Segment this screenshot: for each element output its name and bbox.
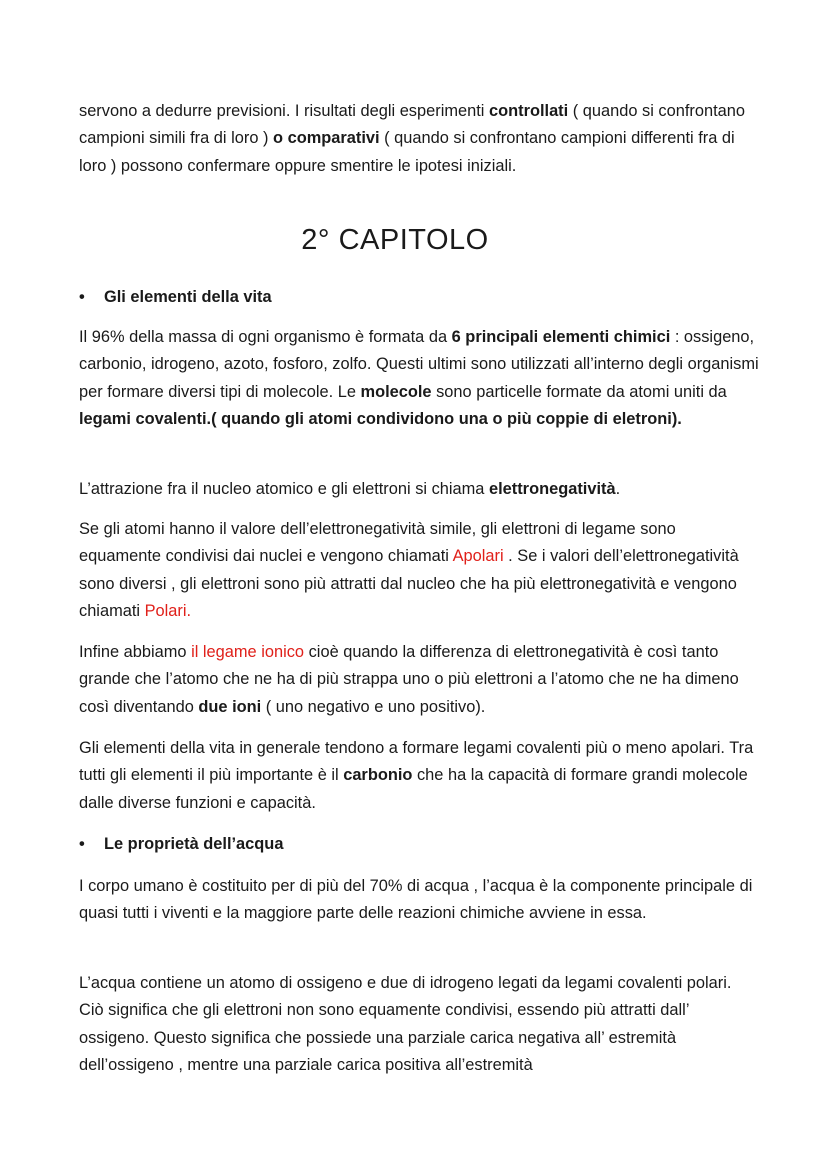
text-run: Gli elementi della vita in generale tendono a formare legami covalenti più o meno apolari. Tra tutti gli elementi il più importante è il: [79, 739, 754, 785]
paragraph-acqua-corpo: I corpo umano è costituito per di più del 70% di acqua , l’acqua è la componente principale di quasi tutti i viventi e la maggiore parte delle reazioni chimiche avviene in essa.: [79, 877, 753, 923]
bold-term: 6 principali elementi chimici: [451, 328, 671, 346]
chapter-title: 2° CAPITOLO: [301, 224, 489, 256]
text-run: ( quando si confrontano campioni simili fra di loro ): [79, 102, 745, 148]
paragraph-acqua-molecola: L’acqua contiene un atomo di ossigeno e due di idrogeno legati da legami covalenti polari. Ciò significa che gli elettroni non sono equamente condivisi, essendo più attratti dall’ ossigeno. Questo significa che possiede una parziale carica negativa all’ estremità dell’ossigeno , mentre una parziale carica positiva all’estremità: [79, 974, 732, 1075]
highlight-term: il legame ionico: [191, 643, 305, 661]
section-heading-elementi: [79, 284, 272, 311]
bold-term: molecole: [360, 382, 432, 401]
bold-term: elettronegatività: [488, 480, 616, 498]
paragraph-carbonio: [79, 735, 759, 817]
text-run: Infine abbiamo: [79, 643, 192, 661]
text-run: che ha la capacità di formare grandi molecole dalle diverse funzioni e capacità.: [79, 766, 748, 812]
text-run: servono a dedurre previsioni. I risultati degli esperimenti: [79, 102, 489, 120]
text-run: ( uno negativo e uno positivo).: [261, 697, 486, 716]
bold-term: o comparativi: [273, 129, 380, 148]
section-heading-acqua: [79, 831, 283, 858]
paragraph-legame-ionico: [79, 639, 759, 721]
text-run: : ossigeno, carbonio, idrogeno, azoto, fosforo, zolfo. Questi ultimi sono utilizzati all’interno degli organismi per formare diversi tipi di molecole. Le: [79, 328, 759, 401]
bold-term: due ioni: [198, 697, 262, 716]
text-run: .: [615, 480, 621, 498]
text-run: . Se i valori dell’elettronegatività sono diversi , gli elettroni sono più attratti dal nucleo che ha più elettronegatività e vengono chiamati: [79, 547, 739, 621]
bullet-icon: •: [79, 835, 85, 853]
text-run: ( quando si confrontano campioni differenti fra di loro ) possono confermare oppure smentire le ipotesi iniziali.: [79, 129, 735, 175]
paragraph-polari: [79, 516, 759, 626]
bold-term: legami covalenti.( quando gli atomi condividono una o più coppie di eletroni).: [79, 410, 682, 429]
highlight-term: Apolari: [452, 547, 504, 566]
intro-paragraph: [79, 98, 759, 180]
paragraph-elementi: [79, 324, 759, 434]
section-heading-label: Gli elementi della vita: [104, 288, 272, 306]
text-run: Se gli atomi hanno il valore dell’elettronegatività simile, gli elettroni di legame sono equamente condivisi dai nuclei e vengono chiamati: [79, 520, 676, 566]
section-heading-label: Le proprietà dell’acqua: [104, 835, 284, 853]
paragraph-elettronegativita: [79, 476, 759, 503]
text-run: sono particelle formate da atomi uniti da: [431, 382, 727, 401]
bold-term: controllati: [488, 102, 569, 120]
text-run: cioè quando la differenza di elettronegatività è così tanto grande che l’atomo che ne ha di più strappa uno o più elettroni a l’atomo che ne ha dimeno così diventando: [79, 643, 739, 716]
bullet-icon: •: [79, 288, 85, 306]
text-run: L’attrazione fra il nucleo atomico e gli elettroni si chiama: [79, 480, 489, 498]
bold-term: carbonio: [343, 766, 413, 785]
highlight-term: Polari.: [144, 602, 192, 621]
text-run: Il 96% della massa di ogni organismo è formata da: [79, 328, 452, 346]
